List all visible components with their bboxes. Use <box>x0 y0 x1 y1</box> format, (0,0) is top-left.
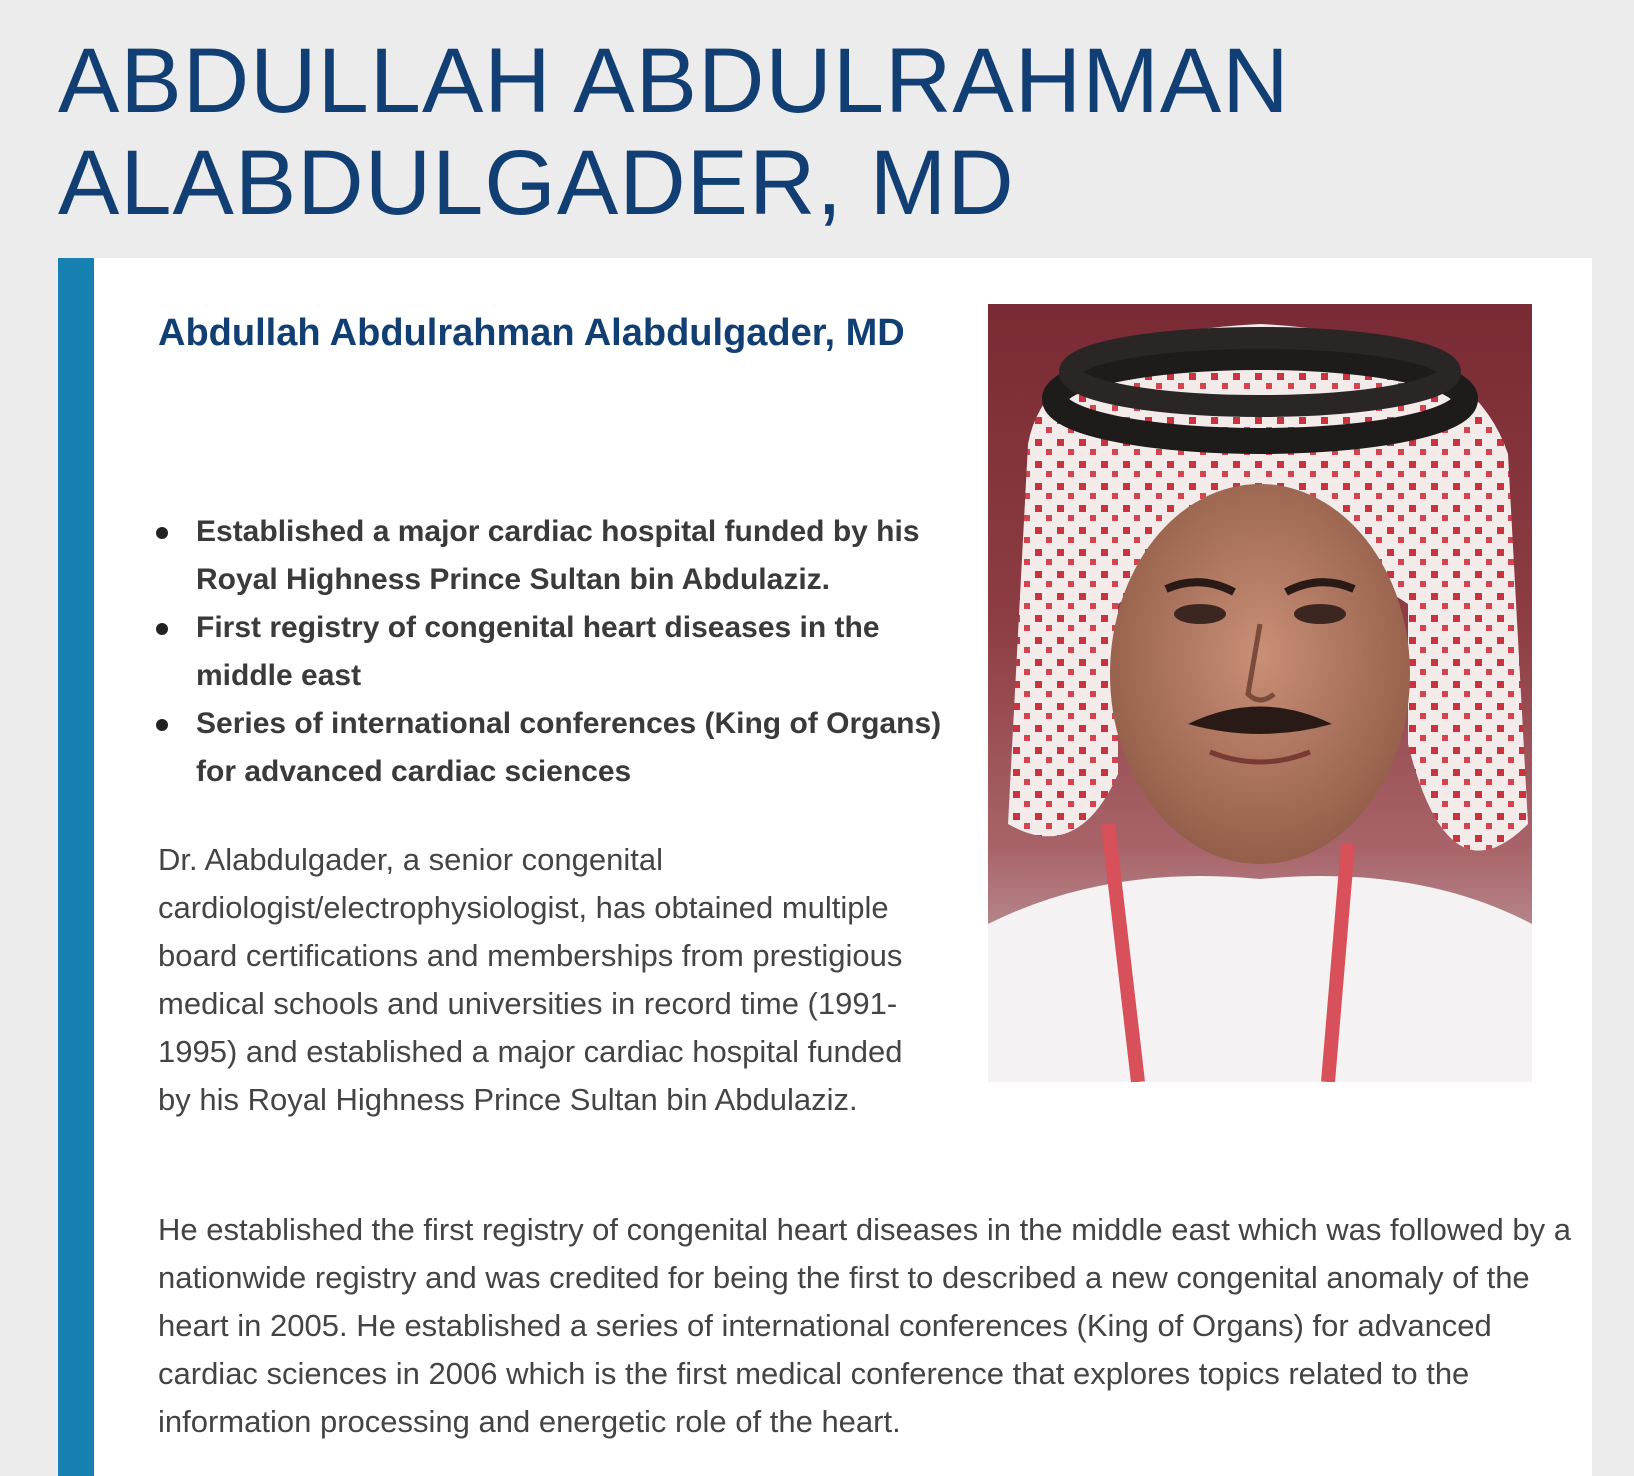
accent-bar <box>58 258 94 1476</box>
highlight-item <box>196 700 956 796</box>
highlight-item <box>196 508 956 604</box>
profile-name: Abdullah Abdulrahman Alabdulgader, MD <box>158 312 905 354</box>
highlight-text: First registry of congenital heart diseases in the middle east <box>196 611 880 692</box>
highlight-item <box>196 604 956 700</box>
bio-paragraph: He established the first registry of congenital heart diseases in the middle east which was followed by a nationwide registry and was credited for being the first to described a new congenital anomaly of the heart in 2005. He established a series of international conferences (King of Organs) for advanced cardiac sciences in 2006 which is the first medical conference that explores topics related to the information processing and energetic role of the heart. <box>158 1212 1571 1439</box>
bio-paragraph: Dr. Alabdulgader, a senior congenital cardiologist/electrophysiologist, has obtained multiple board certifications and memberships from prestigious medical schools and universities in record time (1991-1995) and established a major cardiac hospital funded by his Royal Highness Prince Sultan bin Abdulaziz. <box>158 842 903 1117</box>
bullet-icon <box>156 719 168 731</box>
highlights-list <box>158 508 956 796</box>
profile-photo <box>988 304 1532 1082</box>
highlight-text: Established a major cardiac hospital funded by his Royal Highness Prince Sultan bin Abdulaziz. <box>196 515 920 596</box>
bullet-icon <box>156 623 168 635</box>
portrait-illustration <box>988 304 1532 1082</box>
page-title: ABDULLAH ABDULRAHMAN ALABDULGADER, MD <box>58 30 1290 234</box>
profile-card <box>58 258 1592 1476</box>
bullet-icon <box>156 527 168 539</box>
highlight-text: Series of international conferences (King of Organs) for advanced cardiac sciences <box>196 707 942 788</box>
